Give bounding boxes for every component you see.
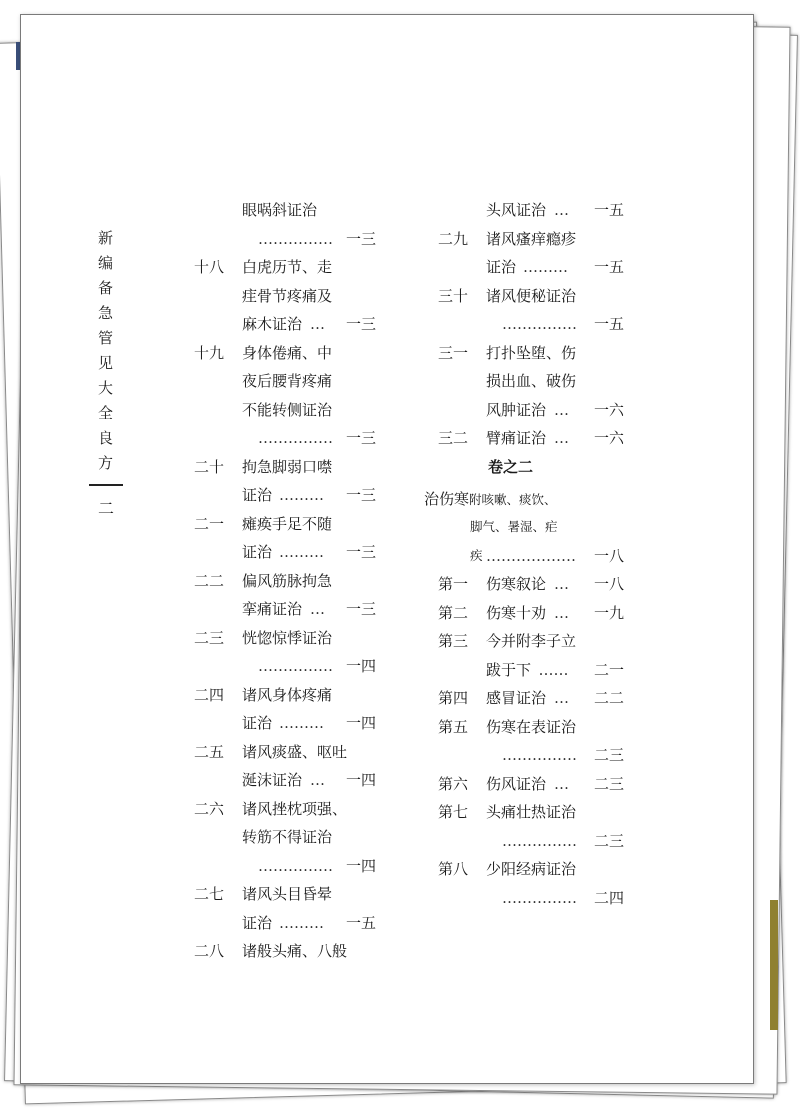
toc-page-ref: 一三 <box>345 600 376 618</box>
toc-entry-number: 第八 <box>438 860 469 878</box>
toc-entry-number: 十八 <box>194 258 225 276</box>
toc-entry-row <box>194 766 384 795</box>
toc-entry-row <box>194 567 384 596</box>
toc-entry-row <box>424 884 624 913</box>
toc-right-part1 <box>424 196 624 453</box>
header-rule <box>89 484 123 486</box>
toc-right-part2 <box>424 570 624 912</box>
leader-dots: ……… <box>279 543 324 561</box>
toc-entry-row <box>194 225 384 254</box>
leader-dots: …………… <box>502 831 577 850</box>
book-title <box>88 226 124 476</box>
toc-entry-title: 跋于下 <box>486 660 532 679</box>
toc-entry-title: 诸风挫枕项强、 <box>242 799 348 818</box>
toc-page-ref: 二一 <box>593 660 624 679</box>
toc-entry-title: 伤寒叙论 <box>486 575 547 593</box>
book-title-char: 方 <box>97 454 114 472</box>
toc-page-ref: 一八 <box>593 575 624 593</box>
toc-entry-number: 十九 <box>194 343 225 362</box>
toc-entry-title: 头风证治 <box>486 201 547 219</box>
toc-entry-row <box>424 570 624 599</box>
toc-entry-number: 第七 <box>438 803 469 821</box>
volume-heading-row <box>424 453 624 485</box>
toc-page-ref: 二四 <box>593 888 624 907</box>
toc-entry-number: 二四 <box>194 685 225 704</box>
toc-entry-row <box>194 282 384 311</box>
toc-page-ref: 一五 <box>345 913 376 932</box>
toc-entry-title: 夜后腰背疼痛 <box>242 372 333 390</box>
toc-entry-row <box>194 652 384 681</box>
cover-edge-olive <box>770 900 778 1030</box>
toc-entry-row <box>194 196 384 225</box>
toc-entry-number: 二十 <box>194 457 225 476</box>
toc-page-ref: 一五 <box>593 315 624 333</box>
cold-entry-note1: 附咳嗽、痰饮、 <box>469 491 557 507</box>
toc-page-ref: 一三 <box>345 486 376 504</box>
leader-dots: … <box>554 575 569 593</box>
toc-entry-title: 拘急脚弱口噤 <box>242 457 333 476</box>
toc-entry-number: 三十 <box>438 286 469 305</box>
book-title-char: 急 <box>97 304 114 322</box>
book-title-char: 备 <box>97 279 114 297</box>
toc-page-ref: 一五 <box>593 201 624 219</box>
toc-entry-title: 伤寒十劝 <box>486 603 547 622</box>
toc-entry-row <box>424 310 624 339</box>
toc-entry-title: 证治 <box>242 714 273 732</box>
toc-entry-row <box>194 367 384 396</box>
toc-entry-row <box>424 225 624 254</box>
cold-entry-note2: 脚气、暑湿、疟 <box>470 519 558 534</box>
toc-entry-number: 三二 <box>438 429 469 447</box>
toc-page-ref: 二二 <box>593 689 624 707</box>
leader-dots: … <box>310 771 325 789</box>
toc-entry-title: 头痛壮热证治 <box>486 803 577 821</box>
toc-page-ref: 一三 <box>345 315 376 333</box>
toc-entry-row <box>194 481 384 510</box>
cold-entry-note3: 疾 <box>470 547 483 563</box>
toc-page-ref: 一四 <box>345 714 376 732</box>
toc-entry-number: 二七 <box>194 885 225 903</box>
toc-entry-title: 证治 <box>242 913 273 932</box>
toc-page-ref: 一三 <box>345 543 376 561</box>
cold-entry-title: 治伤寒 <box>424 489 470 508</box>
toc-entry-row <box>424 424 624 453</box>
toc-entry-title: 证治 <box>242 543 273 561</box>
toc-entry-row <box>194 852 384 881</box>
toc-entry-row <box>424 339 624 368</box>
toc-entry-row <box>194 709 384 738</box>
toc-entry-number: 三一 <box>438 343 469 362</box>
book-title-char: 管 <box>97 329 114 347</box>
toc-entry-title: 诸风头目昏晕 <box>242 885 333 903</box>
toc-entry-title: 少阳经病证治 <box>486 860 577 878</box>
toc-entry-title: 感冒证治 <box>486 689 547 707</box>
toc-entry-row <box>194 624 384 653</box>
toc-entry-title: 证治 <box>486 258 517 276</box>
toc-right-column <box>424 196 624 912</box>
running-header <box>88 226 124 519</box>
toc-page-ref: 一四 <box>345 657 376 675</box>
toc-entry-title: 眼㖞斜证治 <box>242 201 318 219</box>
toc-entry-title: 恍惚惊悸证治 <box>242 628 333 647</box>
toc-entry-title: 损出血、破伤 <box>486 372 577 390</box>
leader-dots: … <box>310 315 325 333</box>
toc-entry-title: 涎沫证治 <box>242 771 303 789</box>
leader-dots: ……………… <box>486 546 576 565</box>
toc-entry-number: 二一 <box>194 514 225 533</box>
cold-entry-row-2 <box>424 513 624 542</box>
cold-entry-row-3 <box>424 542 624 571</box>
toc-entry-row <box>194 880 384 909</box>
toc-entry-title: 不能转侧证治 <box>242 400 333 419</box>
toc-entry-row <box>194 937 384 966</box>
leader-dots: … <box>554 603 569 622</box>
toc-entry-row <box>424 367 624 396</box>
toc-entry-title: 诸风身体疼痛 <box>242 685 333 704</box>
toc-page-ref: 一五 <box>593 258 624 276</box>
leader-dots: …………… <box>502 888 577 907</box>
toc-entry-title: 麻木证治 <box>242 315 303 333</box>
leader-dots: ……… <box>523 258 568 276</box>
toc-entry-number: 二五 <box>194 742 225 761</box>
book-title-char: 全 <box>97 404 114 422</box>
toc-entry-row <box>194 738 384 767</box>
toc-entry-row <box>424 656 624 685</box>
toc-entry-row <box>424 599 624 628</box>
toc-page-ref: 一九 <box>593 603 624 622</box>
toc-page-ref: 一三 <box>345 429 376 447</box>
toc-entry-number: 第六 <box>438 774 469 793</box>
leader-dots: …………… <box>258 229 333 248</box>
leader-dots: … <box>554 400 569 419</box>
toc-entry-title: 诸风痰盛、呕吐 <box>242 742 348 761</box>
leader-dots: ……… <box>279 486 324 504</box>
toc-entry-row <box>424 627 624 656</box>
toc-entry-row <box>424 827 624 856</box>
leader-dots: … <box>554 201 569 219</box>
toc-entry-row <box>194 510 384 539</box>
toc-entry-number: 第四 <box>438 689 469 707</box>
toc-entry-row <box>194 538 384 567</box>
toc-entry-title: 风肿证治 <box>486 400 547 419</box>
toc-entry-row <box>424 855 624 884</box>
toc-page-ref: 一四 <box>345 771 376 789</box>
toc-entry-title: 转筋不得证治 <box>242 828 333 846</box>
toc-entry-number: 二九 <box>438 229 469 248</box>
toc-page-ref: 二三 <box>593 746 624 764</box>
toc-entry-number: 二三 <box>194 628 225 647</box>
toc-entry-number: 第二 <box>438 603 469 622</box>
book-title-char: 见 <box>97 354 114 372</box>
toc-page-ref: 一六 <box>593 429 624 447</box>
toc-entry-row <box>194 453 384 482</box>
toc-entry-title: 诸风便秘证治 <box>486 286 577 305</box>
toc-entry-number: 二六 <box>194 799 225 818</box>
book-title-char: 编 <box>97 254 114 272</box>
toc-entry-title: 打扑坠堕、伤 <box>486 343 577 362</box>
toc-entry-row <box>194 253 384 282</box>
toc-entry-row <box>194 339 384 368</box>
toc-left-column <box>194 196 384 966</box>
toc-entry-row <box>194 396 384 425</box>
leader-dots: ……… <box>279 913 324 932</box>
leader-dots: …………… <box>258 856 333 875</box>
toc-entry-title: 臂痛证治 <box>486 429 547 447</box>
toc-entry-row <box>424 196 624 225</box>
book-title-char: 新 <box>97 229 114 247</box>
toc-entry-number: 第三 <box>438 632 469 650</box>
toc-entry-row <box>424 253 624 282</box>
volume-heading: 卷之二 <box>488 457 534 476</box>
toc-entry-title: 偏风筋脉拘急 <box>242 571 333 590</box>
toc-page-ref: 二三 <box>593 774 624 793</box>
toc-page-ref: 一六 <box>593 400 624 419</box>
toc-entry-title: 伤风证治 <box>486 774 547 793</box>
toc-entry-row <box>424 770 624 799</box>
toc-entry-row <box>424 396 624 425</box>
toc-page-ref: 一八 <box>593 546 624 565</box>
book-title-char: 大 <box>97 379 114 397</box>
page-number: 二 <box>97 499 114 518</box>
toc-entry-title: 伤寒在表证治 <box>486 717 577 736</box>
toc-entry-title: 疰骨节疼痛及 <box>242 286 333 305</box>
toc-page-ref: 一四 <box>345 856 376 875</box>
toc-entry-number: 第一 <box>438 575 469 593</box>
toc-entry-title: 身体倦痛、中 <box>242 343 333 362</box>
toc-entry-row <box>194 909 384 938</box>
toc-entry-row <box>424 684 624 713</box>
leader-dots: …………… <box>502 746 577 764</box>
toc-entry-row <box>194 681 384 710</box>
toc-entry-title: 今并附李子立 <box>486 632 577 650</box>
leader-dots: … <box>554 774 569 793</box>
leader-dots: …… <box>538 660 569 679</box>
toc-entry-number: 第五 <box>438 717 469 736</box>
toc-page-ref: 二三 <box>593 831 624 850</box>
leader-dots: … <box>310 600 325 618</box>
leader-dots: ……… <box>279 714 324 732</box>
toc-entry-title: 瘫痪手足不随 <box>242 514 333 533</box>
toc-entry-title: 诸风瘙痒瘾疹 <box>486 229 577 248</box>
toc-entry-title: 证治 <box>242 486 273 504</box>
toc-entry-row <box>424 798 624 827</box>
toc-page-ref: 一三 <box>345 229 376 248</box>
toc-entry-row <box>194 823 384 852</box>
leader-dots: …………… <box>258 429 333 447</box>
toc-entry-title: 诸般头痛、八般 <box>242 942 348 960</box>
toc-entry-row <box>194 795 384 824</box>
cold-entry-line1 <box>424 485 557 515</box>
leader-dots: … <box>554 429 569 447</box>
leader-dots: …………… <box>502 315 577 333</box>
toc-entry-number: 二八 <box>194 942 225 960</box>
toc-entry-row <box>194 310 384 339</box>
toc-entry-number: 二二 <box>194 571 225 590</box>
leader-dots: …………… <box>258 657 333 675</box>
toc-entry-title: 白虎历节、走 <box>242 258 333 276</box>
toc-entry-row <box>424 741 624 770</box>
book-page <box>20 14 754 1084</box>
toc-entry-row <box>424 282 624 311</box>
toc-entry-row <box>194 595 384 624</box>
toc-entry-row <box>194 424 384 453</box>
book-title-char: 良 <box>97 429 114 447</box>
toc-entry-title: 挛痛证治 <box>242 600 303 618</box>
toc-entry-row <box>424 713 624 742</box>
leader-dots: … <box>554 689 569 707</box>
cold-entry-row-1 <box>424 485 624 514</box>
